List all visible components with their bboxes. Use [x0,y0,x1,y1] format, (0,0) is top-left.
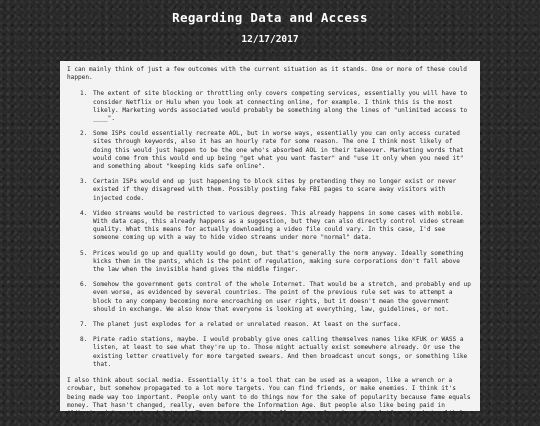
article-body [60,61,480,426]
page-title: Regarding Data and Access [172,10,368,25]
outro-paragraph: I also think about social media. Essentially it's a tool that can be used as a weapon, like a wrench or a crowbar, but somehow propagated to a lot more targets. You can find friends, or make enemies. I think it's being made way too important. People only want to do things now for the sake of popularity because fame equals money. That hasn't changed, really, even before the Information Age. But people also like being paid in "likes" and "reposts" and "views". There are ways to actually pay people, where the platform in choice likely takes a cut, after all, they are a business. [67,377,471,426]
post-date: 12/17/2017 [241,34,299,45]
list-item: 8. Pirate radio stations, maybe. I would probably give ones calling themselves names like KFUK or WASS a listen, at least to see what they're up to. Those might actually exist somewhere already. Or use the existing letter creatively for more targeted swears. And then broadcast uncut songs, or something like that. [91,336,472,369]
outcome-list [67,90,472,369]
list-item: 3. Certain ISPs would end up just happening to block sites by pretending they no longer exist or never existed if they disagreed with them. Possibly posting fake FBI pages to scare away visitors with injected code. [91,178,472,203]
list-item: 7. The planet just explodes for a related or unrelated reason. At least on the surface. [91,321,472,329]
list-item: 1. The extent of site blocking or throttling only covers competing services, essentially you will have to consider Netflix or Hulu when you look at connecting online, for example. I think this is the most likely. Marketing words associated would probably be something along the lines of "unlimited access to ____". [91,90,472,123]
list-item: 5. Prices would go up and quality would go down, but that's generally the norm anyway. Ideally something kicks them in the pants, which is the point of regulation, making sure corporations don't fall above the law when the invisible hand gives the middle finger. [91,250,472,275]
intro-paragraph: I can mainly think of just a few outcomes with the current situation as it stands. One or more of these could happen. [67,66,467,82]
list-item: 6. Somehow the government gets control of the whole Internet. That would be a stretch, and probably end up even worse, as evidenced by several countries. The point of the previous rule set was to attempt a block to any company becoming more encroaching on user rights, but it doesn't mean the government should in exchange. We also know that everyone is looking at everything, law, guidelines, or not. [91,281,472,314]
list-item: 4. Video streams would be restricted to various degrees. This already happens in some cases with mobile. With data caps, this already happens as a suggestion, but they can also directly control video stream quality. What this means for actually downloading a video file could vary. In this case, I'd see someone coming up with a way to hide video streams under more "normal" data. [91,210,472,243]
list-item: 2. Some ISPs could essentially recreate AOL, but in worse ways, essentially you can only access curated sites through keywords, also it has an hourly rate for some reason. The one I think most likely of doing this would just happen to be the one who's absorbed AOL in their takeover. Marketing words that would come from this would end up being "get what you want faster" and "use it only when you need it" and something about "keeping kids safe online". [91,130,472,171]
